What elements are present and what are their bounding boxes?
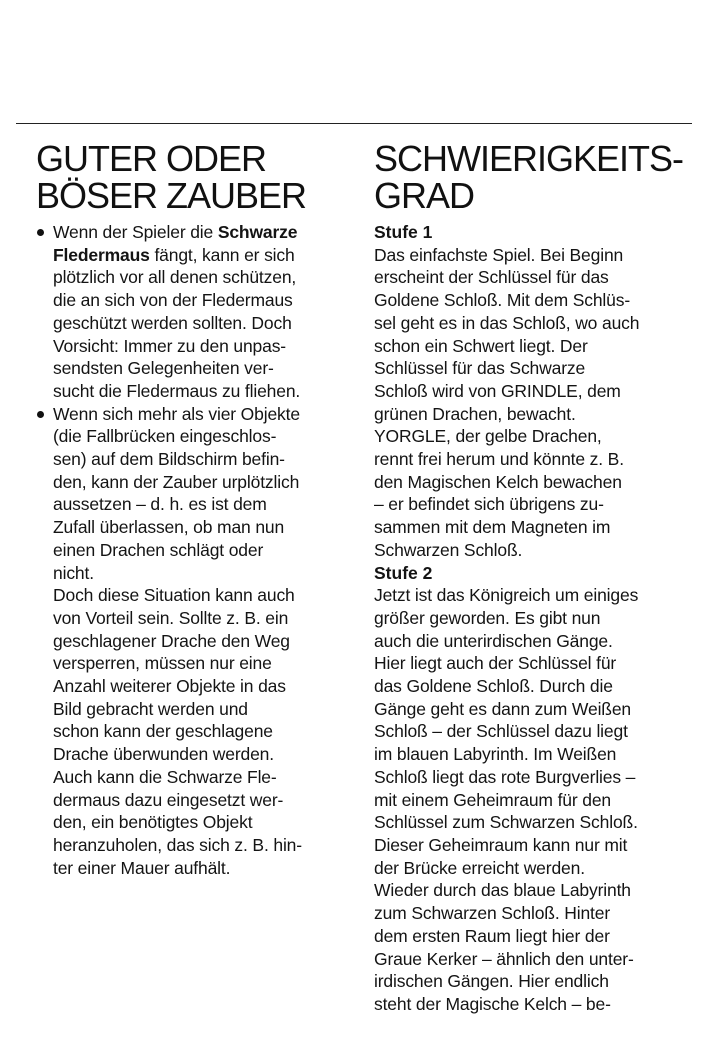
text-line: Hier liegt auch der Schlüssel für — [374, 653, 617, 674]
text-line — [36, 221, 341, 244]
heading-schwierigkeitsgrad — [374, 138, 684, 216]
bullet-icon — [37, 229, 44, 236]
text-line: Schloß – der Schlüssel dazu liegt — [374, 721, 628, 742]
text-line: dermaus dazu eingesetzt wer- — [53, 789, 284, 810]
text-line: sendsten Gelegenheiten ver- — [53, 358, 274, 379]
text-line: die an sich von der Fledermaus — [53, 290, 293, 311]
text-line: zum Schwarzen Schloß. Hinter — [374, 903, 611, 924]
text-line: Drache überwunden werden. — [53, 744, 274, 765]
text-line: geschützt werden sollten. Doch — [53, 312, 292, 333]
text-line: YORGLE, der gelbe Drachen, — [374, 426, 602, 447]
text-line: grünen Drachen, bewacht. — [374, 403, 576, 424]
text-line: sammen mit dem Magneten im — [374, 517, 611, 538]
heading-line: GRAD — [374, 175, 475, 216]
bold-term: Fledermaus — [53, 244, 150, 265]
text-line: Wenn sich mehr als vier Objekte — [53, 403, 300, 424]
text-line: versperren, müssen nur eine — [53, 653, 272, 674]
text-line: von Vorteil sein. Sollte z. B. ein — [53, 607, 289, 628]
text-line: Jetzt ist das Königreich um einiges — [374, 585, 639, 606]
subheading-stufe-1: Stufe 1 — [374, 222, 433, 242]
text-line: den, ein benötigtes Objekt — [53, 812, 253, 833]
text-line: – er befindet sich übrigens zu- — [374, 494, 604, 515]
text-line: heranzuholen, das sich z. B. hin- — [53, 834, 302, 855]
text-line: mit einem Geheimraum für den — [374, 789, 612, 810]
text-line: schon kann der geschlagene — [53, 721, 273, 742]
text-line: Schloß wird von GRINDLE, dem — [374, 380, 621, 401]
text-line: Schlüssel zum Schwarzen Schloß. — [374, 812, 638, 833]
text-line — [36, 244, 341, 267]
text-line: das Goldene Schloß. Durch die — [374, 676, 613, 697]
text-line: Zufall überlassen, ob man nun — [53, 517, 285, 538]
top-rule — [16, 123, 692, 124]
text-fragment: fängt, kann er sich — [149, 244, 295, 265]
bold-term: Schwarze — [217, 222, 298, 242]
text-line: auch die unterirdischen Gänge. — [374, 630, 613, 651]
text-line: sucht die Fledermaus zu fliehen. — [53, 380, 301, 401]
text-line: Gänge geht es dann zum Weißen — [374, 698, 632, 719]
subheading-stufe-2: Stufe 2 — [374, 562, 433, 583]
heading-line: GUTER ODER — [36, 138, 267, 179]
bullet-item-schwarze-fledermaus — [36, 221, 341, 403]
text-line: Auch kann die Schwarze Fle- — [53, 766, 277, 787]
text-line: Anzahl weiterer Objekte in das — [53, 676, 286, 697]
text-line: Graue Kerker – ähnlich den unter- — [374, 948, 634, 969]
text-line: aussetzen – d. h. es ist dem — [53, 494, 267, 515]
text-line: Dieser Geheimraum kann nur mit — [374, 834, 628, 855]
text-line: im blauen Labyrinth. Im Weißen — [374, 744, 617, 765]
text-line: Doch diese Situation kann auch — [53, 585, 295, 606]
section-stufe-2 — [374, 562, 680, 1016]
left-column — [36, 140, 341, 879]
text-line: den, kann der Zauber urplötzlich — [53, 471, 300, 492]
right-column — [374, 138, 684, 1016]
text-line: Schwarzen Schloß. — [374, 539, 523, 560]
bullet-icon — [37, 411, 44, 418]
heading-line: BÖSER ZAUBER — [36, 175, 307, 216]
text-line: Goldene Schloß. Mit dem Schlüs- — [374, 290, 631, 311]
text-line: der Brücke erreicht werden. — [374, 857, 585, 878]
text-line: schon ein Schwert liegt. Der — [374, 335, 588, 356]
section-stufe-1 — [374, 221, 680, 562]
text-line: Bild gebracht werden und — [53, 698, 248, 719]
text-line: ter einer Mauer aufhält. — [53, 857, 231, 878]
text-line: nicht. — [53, 562, 94, 583]
text-line: sel geht es in das Schloß, wo auch — [374, 312, 640, 333]
text-line: größer geworden. Es gibt nun — [374, 607, 601, 628]
text-line: erscheint der Schlüssel für das — [374, 267, 609, 288]
text-line: steht der Magische Kelch – be- — [374, 993, 611, 1014]
text-line: Schloß liegt das rote Burgverlies – — [374, 766, 636, 787]
text-line: den Magischen Kelch bewachen — [374, 471, 622, 492]
text-line: Vorsicht: Immer zu den unpas- — [53, 335, 286, 356]
bullet-item-objekte — [36, 403, 341, 880]
text-line: Schlüssel für das Schwarze — [374, 358, 586, 379]
text-line: sen) auf dem Bildschirm befin- — [53, 449, 285, 470]
heading-line: SCHWIERIGKEITS- — [374, 138, 684, 179]
text-line: irdischen Gängen. Hier endlich — [374, 971, 609, 992]
text-line: Wieder durch das blaue Labyrinth — [374, 880, 631, 901]
heading-guter-oder-boeser-zauber — [36, 140, 341, 214]
text-line: einen Drachen schlägt oder — [53, 539, 264, 560]
text-line: dem ersten Raum liegt hier der — [374, 925, 610, 946]
text-fragment: Wenn der Spieler die — [53, 222, 218, 242]
text-line: rennt frei herum und könnte z. B. — [374, 449, 624, 470]
text-line: (die Fallbrücken eingeschlos- — [53, 426, 277, 447]
text-line: Das einfachste Spiel. Bei Beginn — [374, 244, 624, 265]
text-line: plötzlich vor all denen schützen, — [53, 267, 297, 288]
text-line: geschlagener Drache den Weg — [53, 630, 290, 651]
